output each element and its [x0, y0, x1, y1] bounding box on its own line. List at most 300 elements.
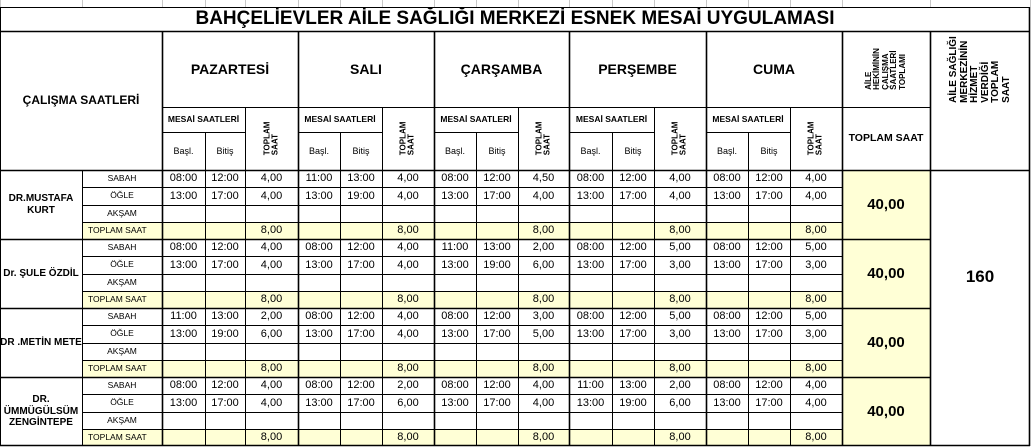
start-time-cell: [434, 343, 476, 360]
daily-total-cell: [748, 222, 790, 239]
daily-total-cell: [162, 360, 205, 377]
end-time-cell: 12:00: [755, 241, 783, 254]
daily-total-cell: 8,00: [245, 360, 298, 377]
daily-total-cell: 8,00: [245, 222, 298, 239]
hours-cell: 3,00: [532, 310, 555, 323]
doctor-total-hours-header-text: AİLE HEKİMİNİN ÇALIŞMA SAATLERİ TOPLAMI: [864, 48, 907, 90]
start-time-cell: 08:00: [305, 241, 333, 254]
end-time-cell: 12:00: [483, 172, 511, 185]
daily-total-cell: [298, 360, 340, 377]
start-time-cell: 13:00: [713, 396, 741, 409]
end-time-cell: 12:00: [347, 241, 375, 254]
daily-total-cell: [434, 429, 476, 446]
end-time-cell: [205, 343, 245, 360]
day-header: ÇARŞAMBA: [460, 60, 543, 77]
end-time-cell: 12:00: [619, 310, 647, 323]
end-time-cell: [205, 412, 245, 429]
daily-total-cell: [340, 222, 382, 239]
start-time-cell: 08:00: [713, 172, 741, 185]
start-time-cell: [569, 274, 612, 291]
start-time-cell: 13:00: [305, 327, 333, 340]
end-time-cell: [476, 205, 518, 222]
hours-cell: 5,00: [669, 310, 691, 323]
doctor-weekly-total: 40,00: [842, 308, 930, 377]
start-time-cell: [434, 205, 476, 222]
hours-cell: 4,00: [669, 189, 691, 202]
mesai-saatleri-label: MESAİ SAATLERİ: [440, 113, 512, 124]
hours-cell: [654, 205, 706, 222]
hours-cell: 4,00: [260, 258, 283, 271]
daily-total-cell: [205, 360, 245, 377]
day-total-header: [654, 107, 706, 170]
hours-cell: 5,00: [805, 310, 827, 323]
end-time-cell: 12:00: [347, 379, 375, 392]
end-time-cell: [748, 343, 790, 360]
daily-total-cell: [205, 291, 245, 308]
daily-total-cell: [476, 360, 518, 377]
end-time-cell: 12:00: [755, 379, 783, 392]
end-time-cell: 17:00: [483, 327, 511, 340]
start-time-cell: [569, 343, 612, 360]
start-time-cell: 08:00: [576, 172, 605, 185]
day-total-header-text: TOPLAM SAAT: [806, 121, 824, 156]
start-time-cell: 13:00: [305, 258, 333, 271]
start-time-cell: [434, 412, 476, 429]
start-time-header: Başl.: [308, 145, 329, 156]
start-time-cell: 13:00: [441, 189, 469, 202]
start-time-cell: 13:00: [576, 189, 605, 202]
daily-total-cell: 8,00: [654, 222, 706, 239]
start-time-cell: 13:00: [576, 396, 605, 409]
start-time-cell: 08:00: [441, 379, 469, 392]
end-time-cell: 17:00: [347, 396, 375, 409]
start-time-cell: 08:00: [305, 379, 333, 392]
doctor-name: Dr. ŞULE ÖZDİL: [3, 267, 79, 279]
hours-cell: 5,00: [532, 327, 555, 340]
hours-cell: [654, 343, 706, 360]
end-time-header: Bitiş: [488, 145, 506, 156]
daily-total-cell: [569, 429, 612, 446]
doctor-total-hours-header: [842, 31, 930, 107]
hours-cell: 4,00: [260, 241, 283, 254]
end-time-cell: 12:00: [211, 379, 239, 392]
daily-total-cell: [569, 360, 612, 377]
shift-label: TOPLAM SAAT: [82, 360, 162, 377]
daily-total-cell: 8,00: [382, 291, 434, 308]
hours-cell: [382, 205, 434, 222]
hours-cell: 4,00: [805, 189, 827, 202]
end-time-cell: [612, 205, 654, 222]
start-time-cell: 08:00: [305, 310, 333, 323]
start-time-cell: 08:00: [576, 310, 605, 323]
hours-cell: [245, 412, 298, 429]
day-total-header: [382, 107, 434, 170]
start-time-header: Başl.: [580, 145, 601, 156]
hours-cell: [654, 274, 706, 291]
start-time-cell: 13:00: [713, 189, 741, 202]
start-time-cell: 08:00: [169, 172, 198, 185]
end-time-cell: 12:00: [347, 310, 375, 323]
center-total-hours-header: [930, 31, 1030, 107]
start-time-cell: [298, 274, 340, 291]
start-time-cell: 08:00: [441, 310, 469, 323]
mesai-saatleri-label: MESAİ SAATLERİ: [167, 113, 240, 124]
shift-label: SABAH: [107, 241, 137, 252]
shift-label: ÖĞLE: [110, 328, 134, 339]
end-time-cell: [476, 343, 518, 360]
hours-cell: 2,00: [397, 379, 419, 392]
daily-total-cell: 8,00: [382, 222, 434, 239]
hours-cell: [382, 274, 434, 291]
daily-total-cell: 8,00: [790, 291, 842, 308]
hours-cell: [382, 343, 434, 360]
daily-total-cell: [748, 360, 790, 377]
end-time-cell: 17:00: [483, 189, 511, 202]
daily-total-cell: [706, 429, 748, 446]
daily-total-cell: 8,00: [654, 429, 706, 446]
daily-total-cell: [612, 222, 654, 239]
hours-cell: 3,00: [805, 258, 827, 271]
shift-label: TOPLAM SAAT: [82, 291, 162, 308]
end-time-cell: 17:00: [211, 189, 239, 202]
start-time-cell: 13:00: [713, 327, 741, 340]
hours-cell: 4,00: [532, 379, 555, 392]
start-time-cell: [706, 343, 748, 360]
start-time-cell: 11:00: [441, 241, 469, 254]
hours-cell: 3,00: [669, 258, 691, 271]
daily-total-cell: 8,00: [245, 291, 298, 308]
day-header: CUMA: [753, 60, 795, 77]
day-total-header: [245, 107, 298, 170]
daily-total-cell: [298, 291, 340, 308]
day-total-header-text: TOPLAM SAAT: [262, 121, 280, 156]
start-time-cell: [298, 412, 340, 429]
daily-total-cell: 8,00: [382, 429, 434, 446]
hours-cell: [790, 412, 842, 429]
hours-cell: [518, 205, 569, 222]
shift-label: ÖĞLE: [110, 259, 134, 270]
start-time-cell: 13:00: [713, 258, 741, 271]
daily-total-cell: [205, 429, 245, 446]
start-time-cell: 13:00: [441, 258, 469, 271]
end-time-cell: 12:00: [619, 241, 647, 254]
end-time-cell: [340, 274, 382, 291]
daily-total-cell: [340, 291, 382, 308]
shift-label: ÖĞLE: [110, 397, 134, 408]
row-header-label: ÇALIŞMA SAATLERİ: [22, 92, 140, 107]
daily-total-cell: [706, 360, 748, 377]
daily-total-cell: [162, 222, 205, 239]
shift-label: TOPLAM SAAT: [82, 222, 162, 239]
daily-total-cell: [162, 291, 205, 308]
start-time-cell: [162, 412, 205, 429]
daily-total-cell: [205, 222, 245, 239]
daily-total-cell: 8,00: [245, 429, 298, 446]
daily-total-cell: [340, 429, 382, 446]
day-header: PAZARTESİ: [190, 60, 270, 77]
hours-cell: 3,00: [805, 327, 827, 340]
hours-cell: 4,50: [532, 172, 555, 185]
start-time-cell: [706, 274, 748, 291]
end-time-cell: 12:00: [483, 379, 511, 392]
hours-cell: 4,00: [805, 172, 827, 185]
daily-total-cell: 8,00: [518, 291, 569, 308]
end-time-cell: [748, 205, 790, 222]
hours-cell: [518, 274, 569, 291]
daily-total-cell: [569, 291, 612, 308]
start-time-header: Başl.: [444, 145, 465, 156]
start-time-header: Başl.: [173, 145, 194, 156]
daily-total-cell: 8,00: [518, 222, 569, 239]
shift-label: ÖĞLE: [110, 190, 134, 201]
start-time-cell: 08:00: [169, 379, 198, 392]
end-time-cell: 17:00: [755, 258, 783, 271]
hours-cell: 4,00: [260, 396, 283, 409]
start-time-cell: 13:00: [169, 396, 198, 409]
hours-cell: 2,00: [532, 241, 555, 254]
hours-cell: [382, 412, 434, 429]
hours-cell: 5,00: [669, 241, 691, 254]
start-time-cell: [706, 205, 748, 222]
hours-cell: [654, 412, 706, 429]
end-time-cell: 13:00: [483, 241, 511, 254]
start-time-cell: 11:00: [305, 172, 333, 185]
hours-cell: 4,00: [397, 327, 419, 340]
shift-label: SABAH: [107, 310, 137, 321]
end-time-cell: 12:00: [211, 172, 239, 185]
start-time-cell: 08:00: [576, 241, 605, 254]
end-time-cell: 17:00: [619, 327, 647, 340]
start-time-cell: 11:00: [170, 310, 197, 323]
sheet-title: BAHÇELİEVLER AİLE SAĞLIĞI MERKEZİ ESNEK MESAİ UYGULAMASI: [195, 8, 835, 30]
start-time-cell: 11:00: [577, 379, 604, 392]
end-time-cell: [340, 343, 382, 360]
daily-total-cell: [748, 429, 790, 446]
daily-total-cell: 8,00: [790, 429, 842, 446]
hours-cell: 4,00: [397, 172, 419, 185]
shift-label: AKŞAM: [107, 345, 137, 356]
end-time-cell: 13:00: [211, 310, 239, 323]
daily-total-cell: [706, 222, 748, 239]
hours-cell: [790, 274, 842, 291]
shift-label: SABAH: [107, 379, 137, 390]
hours-cell: 4,00: [805, 379, 827, 392]
shift-label: AKŞAM: [107, 207, 137, 218]
daily-total-cell: 8,00: [518, 360, 569, 377]
day-total-header: [790, 107, 842, 170]
daily-total-cell: [298, 429, 340, 446]
end-time-cell: 17:00: [211, 396, 239, 409]
mesai-saatleri-label: MESAİ SAATLERİ: [575, 113, 648, 124]
hours-cell: 4,00: [397, 189, 419, 202]
daily-total-cell: 8,00: [790, 222, 842, 239]
daily-total-cell: [748, 291, 790, 308]
start-time-cell: 08:00: [441, 172, 469, 185]
hours-cell: [245, 205, 298, 222]
end-time-header: Bitiş: [352, 145, 370, 156]
start-time-cell: 13:00: [305, 396, 333, 409]
hours-cell: 2,00: [260, 310, 283, 323]
start-time-cell: 08:00: [169, 241, 198, 254]
end-time-cell: 12:00: [483, 310, 511, 323]
start-time-cell: [162, 274, 205, 291]
start-time-cell: [162, 343, 205, 360]
hours-cell: 4,00: [669, 172, 691, 185]
doctor-weekly-total: 40,00: [842, 377, 930, 446]
center-grand-total: 160: [965, 266, 995, 286]
hours-cell: 4,00: [532, 396, 555, 409]
daily-total-cell: 8,00: [382, 360, 434, 377]
daily-total-cell: [569, 222, 612, 239]
end-time-cell: [205, 274, 245, 291]
start-time-cell: [569, 412, 612, 429]
start-time-cell: 13:00: [576, 327, 605, 340]
start-time-cell: [434, 274, 476, 291]
hours-cell: 3,00: [669, 327, 691, 340]
end-time-cell: 12:00: [755, 310, 783, 323]
doctor-name: DR. ÜMMÜGÜLSÜM ZENGİNTEPE: [3, 394, 79, 429]
daily-total-cell: [476, 291, 518, 308]
end-time-cell: 19:00: [211, 327, 239, 340]
daily-total-cell: [298, 222, 340, 239]
end-time-cell: 17:00: [619, 189, 647, 202]
end-time-cell: [476, 274, 518, 291]
hours-cell: [790, 205, 842, 222]
daily-total-cell: [476, 429, 518, 446]
start-time-cell: 08:00: [713, 379, 741, 392]
daily-total-cell: [476, 222, 518, 239]
daily-total-cell: [706, 291, 748, 308]
end-time-cell: 17:00: [755, 189, 783, 202]
day-total-header-text: TOPLAM SAAT: [670, 121, 688, 156]
start-time-cell: 13:00: [169, 258, 198, 271]
end-time-cell: [748, 412, 790, 429]
total-hours-header: TOPLAM SAAT: [848, 132, 924, 145]
end-time-header: Bitiş: [216, 145, 234, 156]
end-time-cell: 17:00: [211, 258, 239, 271]
start-time-cell: [569, 205, 612, 222]
daily-total-cell: [340, 360, 382, 377]
end-time-cell: 13:00: [347, 172, 375, 185]
mesai-saatleri-label: MESAİ SAATLERİ: [712, 113, 784, 124]
daily-total-cell: 8,00: [654, 291, 706, 308]
start-time-cell: 08:00: [713, 241, 741, 254]
end-time-cell: 19:00: [619, 396, 647, 409]
hours-cell: 4,00: [532, 189, 555, 202]
hours-cell: [518, 412, 569, 429]
daily-total-cell: [434, 222, 476, 239]
end-time-cell: [340, 205, 382, 222]
end-time-cell: 17:00: [619, 258, 647, 271]
daily-total-cell: 8,00: [518, 429, 569, 446]
day-header: SALI: [350, 60, 382, 77]
daily-total-cell: [162, 429, 205, 446]
end-time-cell: [612, 274, 654, 291]
shift-label: AKŞAM: [107, 276, 137, 287]
day-total-header-text: TOPLAM SAAT: [398, 121, 416, 156]
hours-cell: [790, 343, 842, 360]
mesai-saatleri-label: MESAİ SAATLERİ: [304, 113, 376, 124]
hours-cell: 4,00: [397, 310, 419, 323]
end-time-cell: 12:00: [755, 172, 783, 185]
start-time-cell: [298, 205, 340, 222]
end-time-cell: 19:00: [483, 258, 511, 271]
end-time-cell: 17:00: [755, 396, 783, 409]
doctor-weekly-total: 40,00: [842, 170, 930, 239]
hours-cell: [245, 343, 298, 360]
end-time-header: Bitiş: [760, 145, 778, 156]
hours-cell: 6,00: [397, 396, 419, 409]
start-time-cell: 13:00: [576, 258, 605, 271]
hours-cell: 4,00: [397, 241, 419, 254]
hours-cell: 6,00: [532, 258, 555, 271]
end-time-cell: 17:00: [755, 327, 783, 340]
day-header: PERŞEMBE: [598, 60, 677, 77]
end-time-cell: 19:00: [347, 189, 375, 202]
end-time-cell: 13:00: [619, 379, 647, 392]
doctor-name: DR .METİN METE: [0, 336, 82, 348]
end-time-cell: 17:00: [347, 327, 375, 340]
hours-cell: 4,00: [260, 189, 283, 202]
daily-total-cell: [434, 291, 476, 308]
start-time-cell: 13:00: [305, 189, 333, 202]
end-time-cell: [612, 412, 654, 429]
end-time-cell: [340, 412, 382, 429]
hours-cell: 5,00: [805, 241, 827, 254]
hours-cell: 4,00: [260, 379, 283, 392]
end-time-header: Bitiş: [624, 145, 642, 156]
start-time-cell: 13:00: [169, 189, 198, 202]
daily-total-cell: 8,00: [790, 360, 842, 377]
end-time-cell: 12:00: [211, 241, 239, 254]
day-total-header-text: TOPLAM SAAT: [534, 121, 552, 156]
end-time-cell: [612, 343, 654, 360]
daily-total-cell: [612, 291, 654, 308]
center-total-hours-header-text: AİLE SAĞLIĞI MERKEZİNİN HİZMET VERDİĞİ TOPLAM SAAT: [947, 35, 1011, 103]
start-time-cell: [706, 412, 748, 429]
daily-total-cell: [612, 360, 654, 377]
doctor-name: DR.MUSTAFA KURT: [8, 193, 74, 216]
day-total-header: [518, 107, 569, 170]
doctor-weekly-total: 40,00: [842, 239, 930, 308]
hours-cell: [518, 343, 569, 360]
start-time-header: Başl.: [716, 145, 737, 156]
end-time-cell: 12:00: [619, 172, 647, 185]
start-time-cell: [298, 343, 340, 360]
start-time-cell: 13:00: [441, 327, 469, 340]
daily-total-cell: 8,00: [654, 360, 706, 377]
start-time-cell: 13:00: [169, 327, 198, 340]
hours-cell: [245, 274, 298, 291]
shift-label: SABAH: [107, 172, 137, 183]
end-time-cell: [748, 274, 790, 291]
end-time-cell: [476, 412, 518, 429]
daily-total-cell: [612, 429, 654, 446]
hours-cell: 4,00: [397, 258, 419, 271]
hours-cell: 2,00: [669, 379, 691, 392]
hours-cell: 6,00: [260, 327, 283, 340]
end-time-cell: 17:00: [347, 258, 375, 271]
end-time-cell: 17:00: [483, 396, 511, 409]
shift-label: AKŞAM: [107, 414, 137, 425]
hours-cell: 4,00: [805, 396, 827, 409]
hours-cell: 6,00: [669, 396, 691, 409]
start-time-cell: 13:00: [441, 396, 469, 409]
shift-label: TOPLAM SAAT: [82, 429, 162, 446]
end-time-cell: [205, 205, 245, 222]
start-time-cell: [162, 205, 205, 222]
hours-cell: 4,00: [260, 172, 283, 185]
